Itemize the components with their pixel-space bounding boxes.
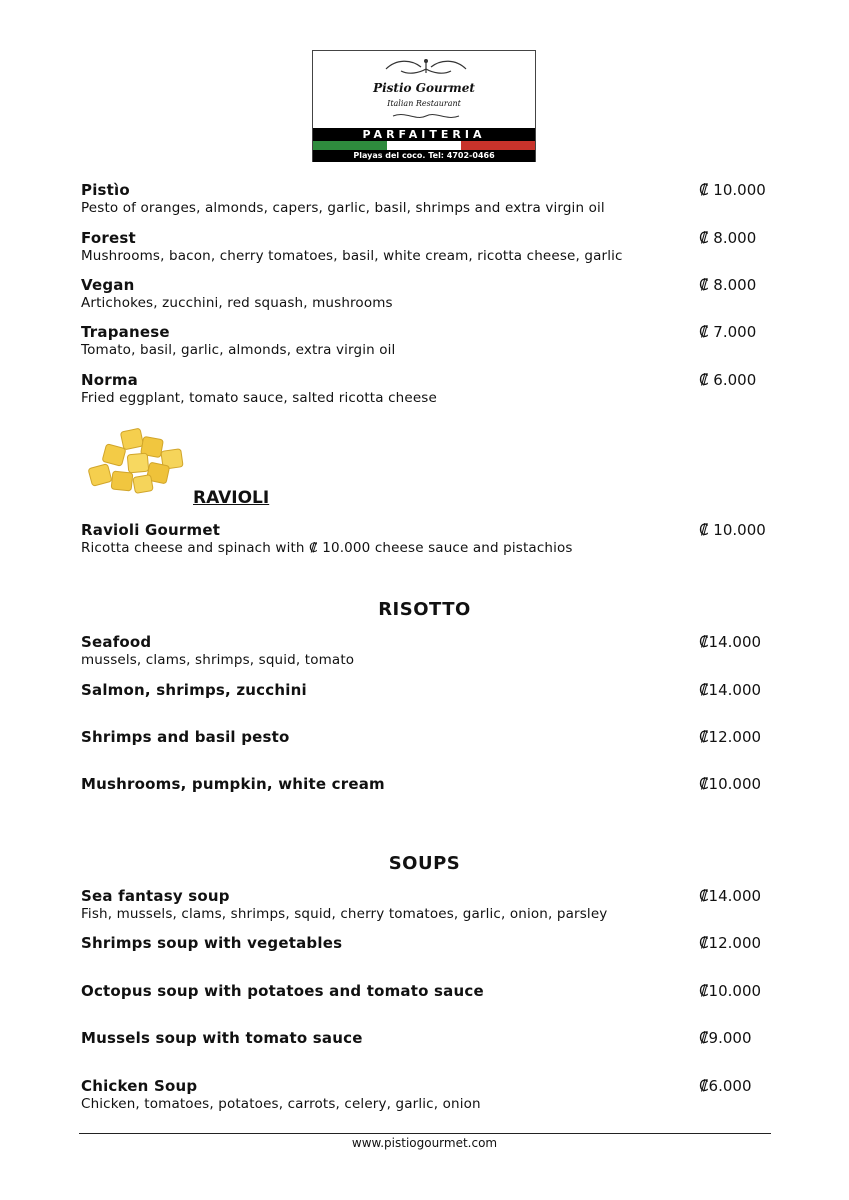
item-description: Fried eggplant, tomato sauce, salted ricotta cheese — [81, 390, 437, 406]
item-name: Sea fantasy soup — [81, 887, 230, 905]
flag-red — [461, 141, 535, 150]
item-name: Mussels soup with tomato sauce — [81, 1029, 363, 1047]
item-price: ₡9.000 — [699, 1029, 752, 1047]
logo-contact: Playas del coco. Tel: 4702-0466 — [313, 150, 535, 162]
item-description: Ricotta cheese and spinach with ₡ 10.000 cheese sauce and pistachios — [81, 540, 573, 556]
item-price: ₡14.000 — [699, 681, 762, 699]
ornament-icon — [381, 57, 471, 75]
item-name: Mushrooms, pumpkin, white cream — [81, 775, 385, 793]
menu-item — [81, 323, 771, 359]
footer-divider — [79, 1133, 771, 1134]
menu-item — [81, 229, 771, 265]
item-name: Trapanese — [81, 323, 170, 341]
menu-item — [81, 1077, 771, 1113]
item-price: ₡10.000 — [699, 982, 762, 1000]
section-title-risotto: RISOTTO — [378, 599, 471, 620]
section-title-soups: SOUPS — [388, 853, 461, 874]
item-description: Artichokes, zucchini, red squash, mushrooms — [81, 295, 393, 311]
item-price: ₡ 8.000 — [699, 276, 757, 294]
footer-website[interactable]: www.pistiogourmet.com — [351, 1136, 498, 1150]
item-description: mussels, clams, shrimps, squid, tomato — [81, 652, 355, 668]
item-name: Shrimps and basil pesto — [81, 728, 290, 746]
item-description: Fish, mussels, clams, shrimps, squid, cherry tomatoes, garlic, onion, parsley — [81, 906, 608, 922]
item-description: Tomato, basil, garlic, almonds, extra virgin oil — [81, 342, 396, 358]
menu-item — [81, 633, 771, 669]
logo-brand: Pistio Gourmet — [373, 81, 475, 95]
item-price: ₡ 6.000 — [699, 371, 757, 389]
item-description: Chicken, tomatoes, potatoes, carrots, celery, garlic, onion — [81, 1096, 481, 1112]
item-price: ₡14.000 — [699, 887, 762, 905]
item-description: Pesto of oranges, almonds, capers, garlic, basil, shrimps and extra virgin oil — [81, 200, 605, 216]
item-price: ₡12.000 — [699, 728, 762, 746]
item-name: Pistìo — [81, 181, 130, 199]
item-price: ₡14.000 — [699, 633, 762, 651]
menu-item — [81, 371, 771, 407]
item-name: Vegan — [81, 276, 135, 294]
item-description: Mushrooms, bacon, cherry tomatoes, basil, white cream, ricotta cheese, garlic — [81, 248, 623, 264]
italian-flag — [313, 141, 535, 150]
item-name: Forest — [81, 229, 136, 247]
item-price: ₡ 10.000 — [699, 521, 766, 539]
flourish-icon — [391, 111, 461, 121]
menu-item — [81, 276, 771, 312]
menu-item — [81, 775, 771, 793]
flag-white — [387, 141, 461, 150]
item-name: Ravioli Gourmet — [81, 521, 221, 539]
item-price: ₡ 8.000 — [699, 229, 757, 247]
item-price: ₡ 10.000 — [699, 181, 766, 199]
ravioli-image — [84, 424, 190, 498]
item-price: ₡10.000 — [699, 775, 762, 793]
logo-band: PARFAITERIA — [313, 128, 535, 141]
menu-item — [81, 934, 771, 952]
menu-item — [81, 728, 771, 746]
menu-item — [81, 1029, 771, 1047]
menu-item — [81, 681, 771, 699]
menu-item — [81, 181, 771, 217]
menu-item — [81, 887, 771, 923]
item-name: Octopus soup with potatoes and tomato sauce — [81, 982, 484, 1000]
item-price: ₡12.000 — [699, 934, 762, 952]
menu-item — [81, 521, 771, 557]
logo-subtitle: Italian Restaurant — [387, 99, 461, 108]
item-price: ₡6.000 — [699, 1077, 752, 1095]
item-price: ₡ 7.000 — [699, 323, 757, 341]
item-name: Norma — [81, 371, 139, 389]
item-name: Seafood — [81, 633, 152, 651]
item-name: Chicken Soup — [81, 1077, 198, 1095]
item-name: Salmon, shrimps, zucchini — [81, 681, 307, 699]
item-name: Shrimps soup with vegetables — [81, 934, 343, 952]
section-title-ravioli: RAVIOLI — [193, 488, 270, 508]
menu-item — [81, 982, 771, 1000]
flag-green — [313, 141, 387, 150]
restaurant-logo — [312, 50, 536, 162]
